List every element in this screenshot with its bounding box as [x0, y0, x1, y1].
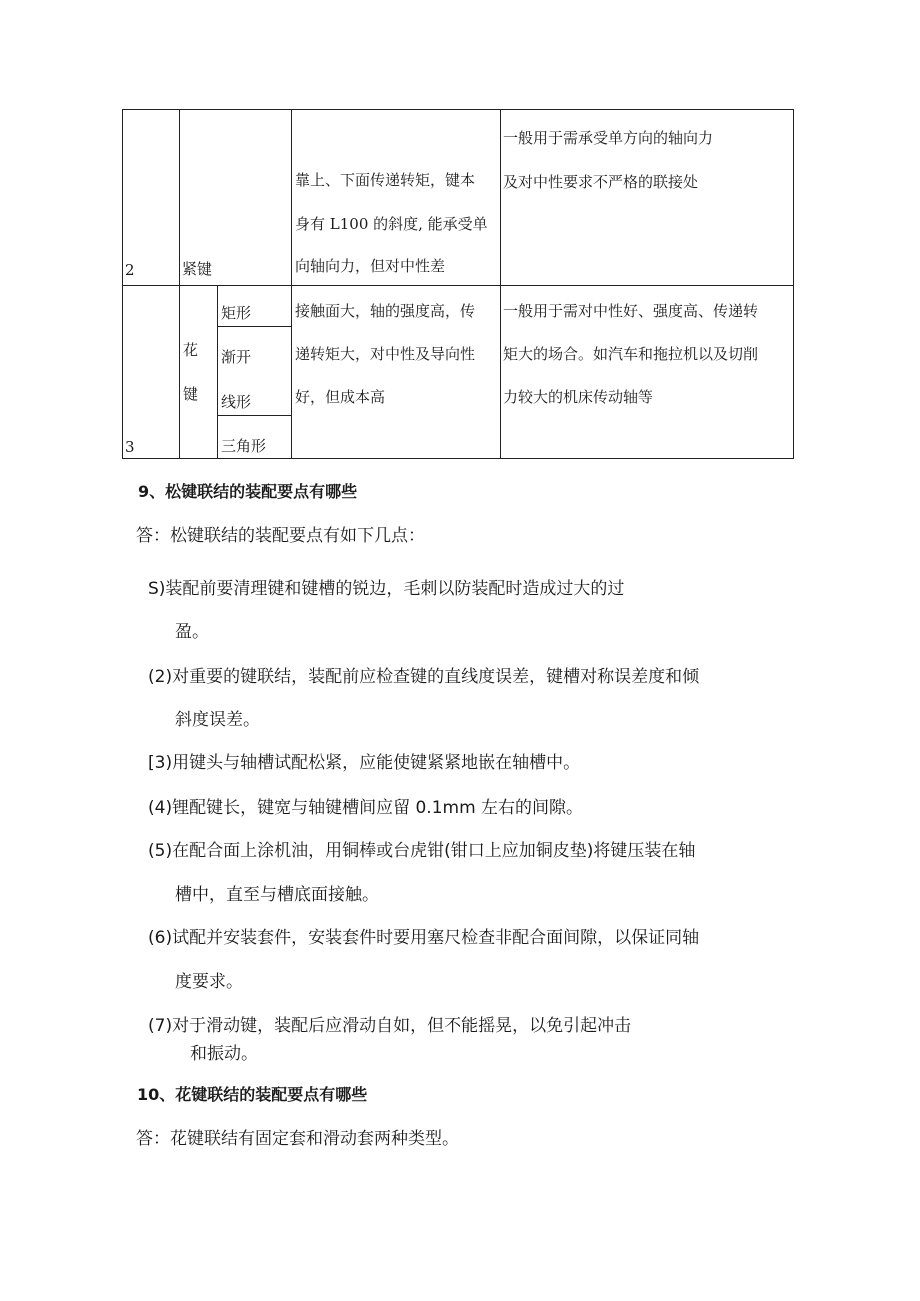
row3-type-char: 键	[183, 385, 199, 403]
q9-answer: 答：松键联结的装配要点有如下几点：	[136, 526, 425, 546]
q9-title: 9、松键联结的装配要点有哪些	[138, 482, 358, 501]
row3-feature-line: 递转矩大，对中性及导向性	[295, 345, 476, 363]
q9-item-2-line1: (2)对重要的键联结，装配前应检查键的直线度误差，键槽对称误差度和倾	[148, 667, 700, 687]
q9-item-3: [3)用键头与轴槽试配松紧，应能使键紧紧地嵌在轴槽中。	[148, 753, 581, 773]
row3-feature-line: 接触面大，轴的强度高，传	[295, 302, 476, 320]
table-col-divider	[291, 109, 292, 459]
row3-application-line: 一般用于需对中性好、强度高、传递转	[503, 302, 759, 320]
q9-item-5-line2: 槽中，直至与槽底面接触。	[175, 885, 379, 905]
q9-item-6-line1: (6)试配并安装套件，安装套件时要用塞尺检查非配合面间隙，以保证同轴	[148, 928, 700, 948]
q9-item-1-line1: S)装配前要清理键和键槽的锐边，毛刺以防装配时造成过大的过	[148, 579, 625, 599]
q9-item-4: (4)锂配键长，键宽与轴键槽间应留 0.1mm 左右的间隙。	[148, 798, 584, 818]
q9-item-5-line1: (5)在配合面上涂机油，用铜棒或台虎钳(钳口上应加铜皮垫)将键压装在轴	[148, 841, 696, 861]
row3-feature-line: 好，但成本高	[295, 388, 386, 406]
table-border-right	[793, 109, 794, 459]
table-border-bottom	[122, 458, 794, 459]
table-col-divider	[500, 109, 501, 459]
row2-feature-line: 身有 L100 的斜度, 能承受单	[295, 215, 488, 233]
row3-application-line: 力较大的机床传动轴等	[503, 388, 654, 406]
q9-item-2-line2: 斜度误差。	[175, 710, 260, 730]
row2-feature-line: 靠上、下面传递转矩，键本	[295, 171, 476, 189]
row2-application-line: 及对中性要求不严格的联接处	[503, 173, 699, 191]
row3-subtype: 三角形	[221, 437, 267, 455]
q9-item-1-line2: 盈。	[175, 622, 209, 642]
q9-item-6-line2: 度要求。	[175, 972, 243, 992]
row3-number: 3	[125, 438, 135, 456]
row3-subtype: 线形	[221, 393, 252, 411]
table-border-top	[122, 109, 794, 110]
row3-application-line: 矩大的场合。如汽车和拖拉机以及切削	[503, 345, 759, 363]
subtype-divider	[217, 415, 291, 416]
q9-item-7-line1: (7)对于滑动键，装配后应滑动自如，但不能摇晃，以免引起冲击	[148, 1016, 632, 1036]
row2-application-line: 一般用于需承受单方向的轴向力	[503, 129, 714, 147]
table-border-left	[122, 109, 123, 459]
row2-feature-line: 向轴向力，但对中性差	[295, 257, 446, 275]
row3-type-char: 花	[183, 341, 199, 359]
q9-item-7-line2: 和振动。	[190, 1044, 258, 1064]
table-row-divider	[122, 285, 794, 286]
table-col-divider	[179, 109, 180, 459]
table-col-divider	[217, 285, 218, 459]
subtype-divider	[217, 326, 291, 327]
q10-answer: 答：花键联结有固定套和滑动套两种类型。	[136, 1129, 459, 1149]
row2-number: 2	[125, 261, 135, 279]
row3-subtype: 矩形	[221, 304, 252, 322]
row3-subtype: 渐开	[221, 348, 252, 366]
q10-title: 10、花键联结的装配要点有哪些	[137, 1085, 368, 1104]
row2-type: 紧键	[182, 260, 213, 278]
